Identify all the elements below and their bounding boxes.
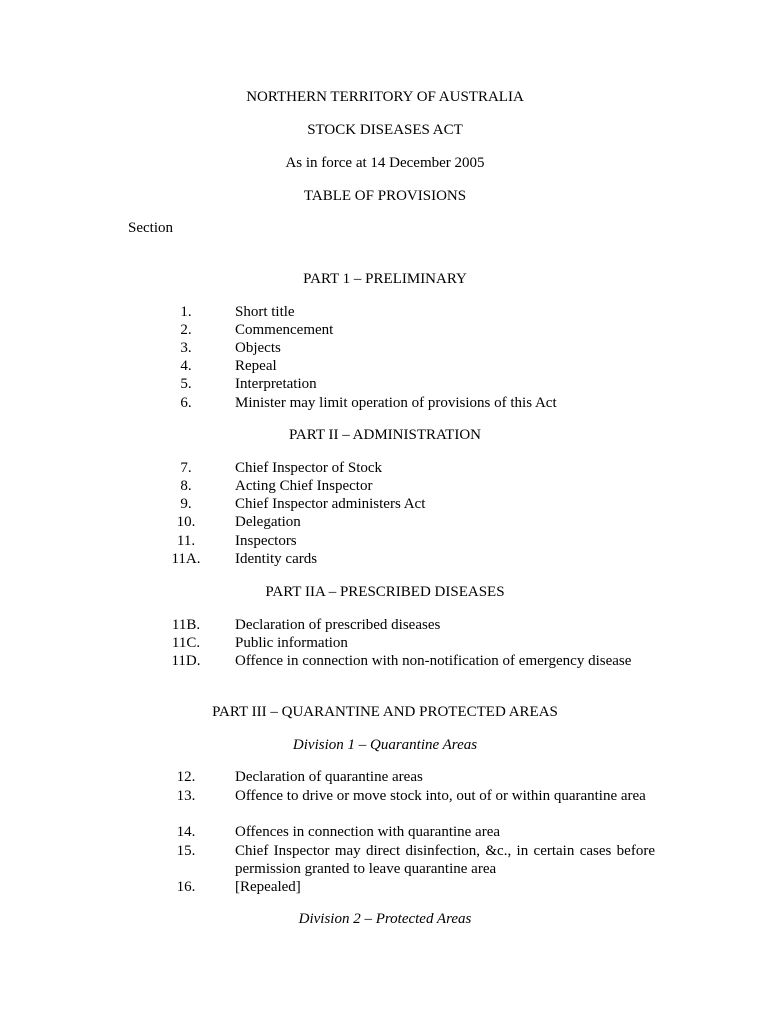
- provision-number: 16.: [176, 879, 196, 895]
- toc-heading: TABLE OF PROVISIONS: [303, 188, 467, 204]
- provision-title: Chief Inspector of Stock: [235, 460, 383, 476]
- provision-title: Identity cards: [235, 551, 318, 567]
- provision-number: 8.: [180, 478, 192, 494]
- provision-number: 7.: [180, 460, 192, 476]
- act-title: STOCK DISEASES ACT: [307, 122, 463, 138]
- provision-title: Commencement: [235, 322, 334, 338]
- provision-title: Repeal: [235, 358, 277, 374]
- provision-number: 11.: [176, 533, 196, 549]
- provision-title: Interpretation: [235, 376, 317, 392]
- provision-number: 5.: [180, 376, 192, 392]
- provision-number: 14.: [176, 824, 196, 840]
- section-column-label: Section: [128, 220, 173, 236]
- provision-title: Declaration of quarantine areas: [235, 769, 423, 785]
- provision-title: Chief Inspector may direct disinfection, &c., in certain cases before permission granted to leave quarantine area: [235, 843, 655, 877]
- provision-title: Objects: [235, 340, 281, 356]
- part-heading: PART 1 – PRELIMINARY: [303, 271, 467, 287]
- provision-number: 13.: [176, 788, 196, 804]
- provision-number: 9.: [180, 496, 192, 512]
- provision-number: 12.: [176, 769, 196, 785]
- provision-number: 6.: [180, 395, 192, 411]
- provision-number: 2.: [180, 322, 192, 338]
- provision-title: Public information: [235, 635, 348, 651]
- provision-title: Inspectors: [235, 533, 297, 549]
- part-heading: PART III – QUARANTINE AND PROTECTED AREAS: [212, 704, 558, 720]
- division-heading: Division 1 – Quarantine Areas: [292, 737, 478, 753]
- provision-title: Short title: [235, 304, 295, 320]
- provision-number: 15.: [176, 843, 196, 859]
- provision-title: Declaration of prescribed diseases: [235, 617, 441, 633]
- provision-title: Offence in connection with non-notification of emergency disease: [235, 653, 632, 669]
- provision-title: Offences in connection with quarantine area: [235, 824, 501, 840]
- provision-title: Minister may limit operation of provisions of this Act: [235, 395, 557, 411]
- in-force-date: As in force at 14 December 2005: [285, 155, 485, 171]
- provision-number: 11D.: [171, 653, 201, 669]
- provision-number: 10.: [176, 514, 196, 530]
- part-heading: PART II – ADMINISTRATION: [288, 427, 482, 443]
- provision-number: 1.: [180, 304, 192, 320]
- provision-title: Acting Chief Inspector: [235, 478, 373, 494]
- provision-title: [Repealed]: [235, 879, 301, 895]
- division-heading: Division 2 – Protected Areas: [298, 911, 472, 927]
- provision-title: Chief Inspector administers Act: [235, 496, 426, 512]
- provision-number: 11A.: [171, 551, 201, 567]
- part-heading: PART IIA – PRESCRIBED DISEASES: [265, 584, 505, 600]
- provision-number: 11B.: [171, 617, 201, 633]
- provision-title: Delegation: [235, 514, 301, 530]
- jurisdiction-heading: NORTHERN TERRITORY OF AUSTRALIA: [246, 89, 524, 105]
- provision-number: 3.: [180, 340, 192, 356]
- provision-number: 11C.: [171, 635, 201, 651]
- provision-number: 4.: [180, 358, 192, 374]
- provision-title: Offence to drive or move stock into, out of or within quarantine area: [235, 788, 646, 804]
